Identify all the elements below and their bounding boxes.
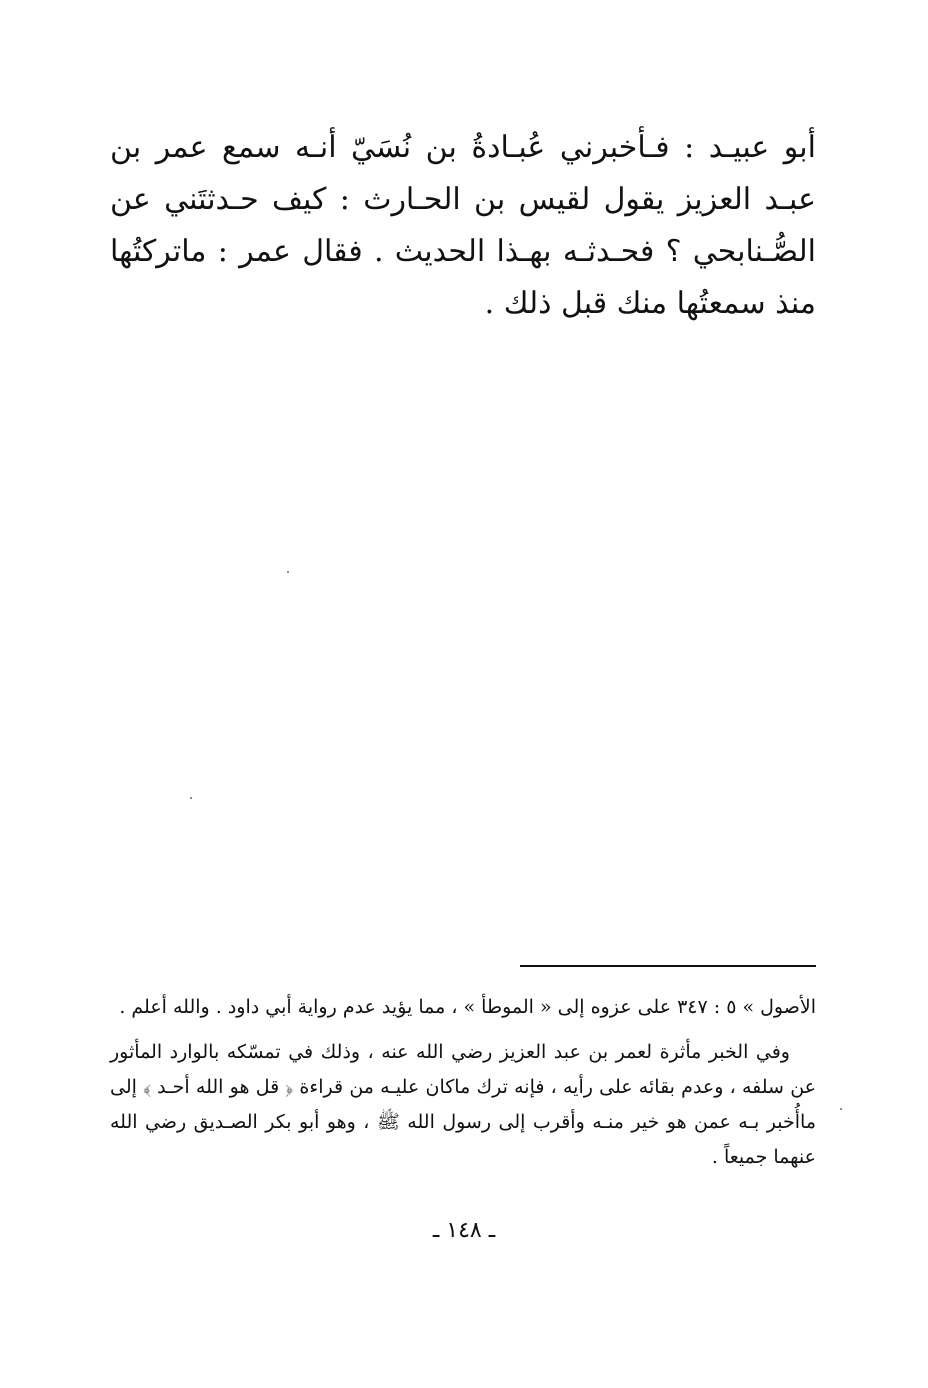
scan-speck xyxy=(840,1108,842,1110)
main-paragraph: أبو عبيـد : فـأخبرني عُبـادةُ بن نُسَيّ أنـه سمع عمر بن عبـد العزيز يقول لقيس بن الحـارث : كيف حـدثتَني عن الصُّـنابحي ؟ فحـدثـه بهـذا الحديث . فقال عمر : ماتركتُها منذ سمعتُها منك قبل ذلك . xyxy=(110,130,816,321)
footnote-paragraph-2: وفي الخبر مأثرة لعمر بن عبد العزيز رضي الله عنه ، وذلك في تمسّكه بالوارد المأثور عن سلفه ، وعدم بقائه على رأيه ، فإنه ترك ماكان عليـه من قراءة ﴿ قل هو الله أحـد ﴾ إلى ماأُخبر بـه عمن هو خير منـه وأقرب إلى رسول الله ﷺ ، وهو أبو بكر الصـديق رضي الله عنهما جميعاً . xyxy=(110,1041,816,1168)
footnote-separator xyxy=(520,965,816,967)
main-text-block xyxy=(110,122,816,330)
scan-speck xyxy=(287,571,289,573)
scan-speck xyxy=(190,797,192,799)
footnotes-block xyxy=(110,990,816,1175)
footnote-line-1: الأصول » ٥ : ٣٤٧ على عزوه إلى « الموطأ » ، مما يؤيد عدم رواية أبي داود . والله أعلم . xyxy=(119,996,816,1018)
page-number: ـ ١٤٨ ـ xyxy=(432,1218,496,1243)
